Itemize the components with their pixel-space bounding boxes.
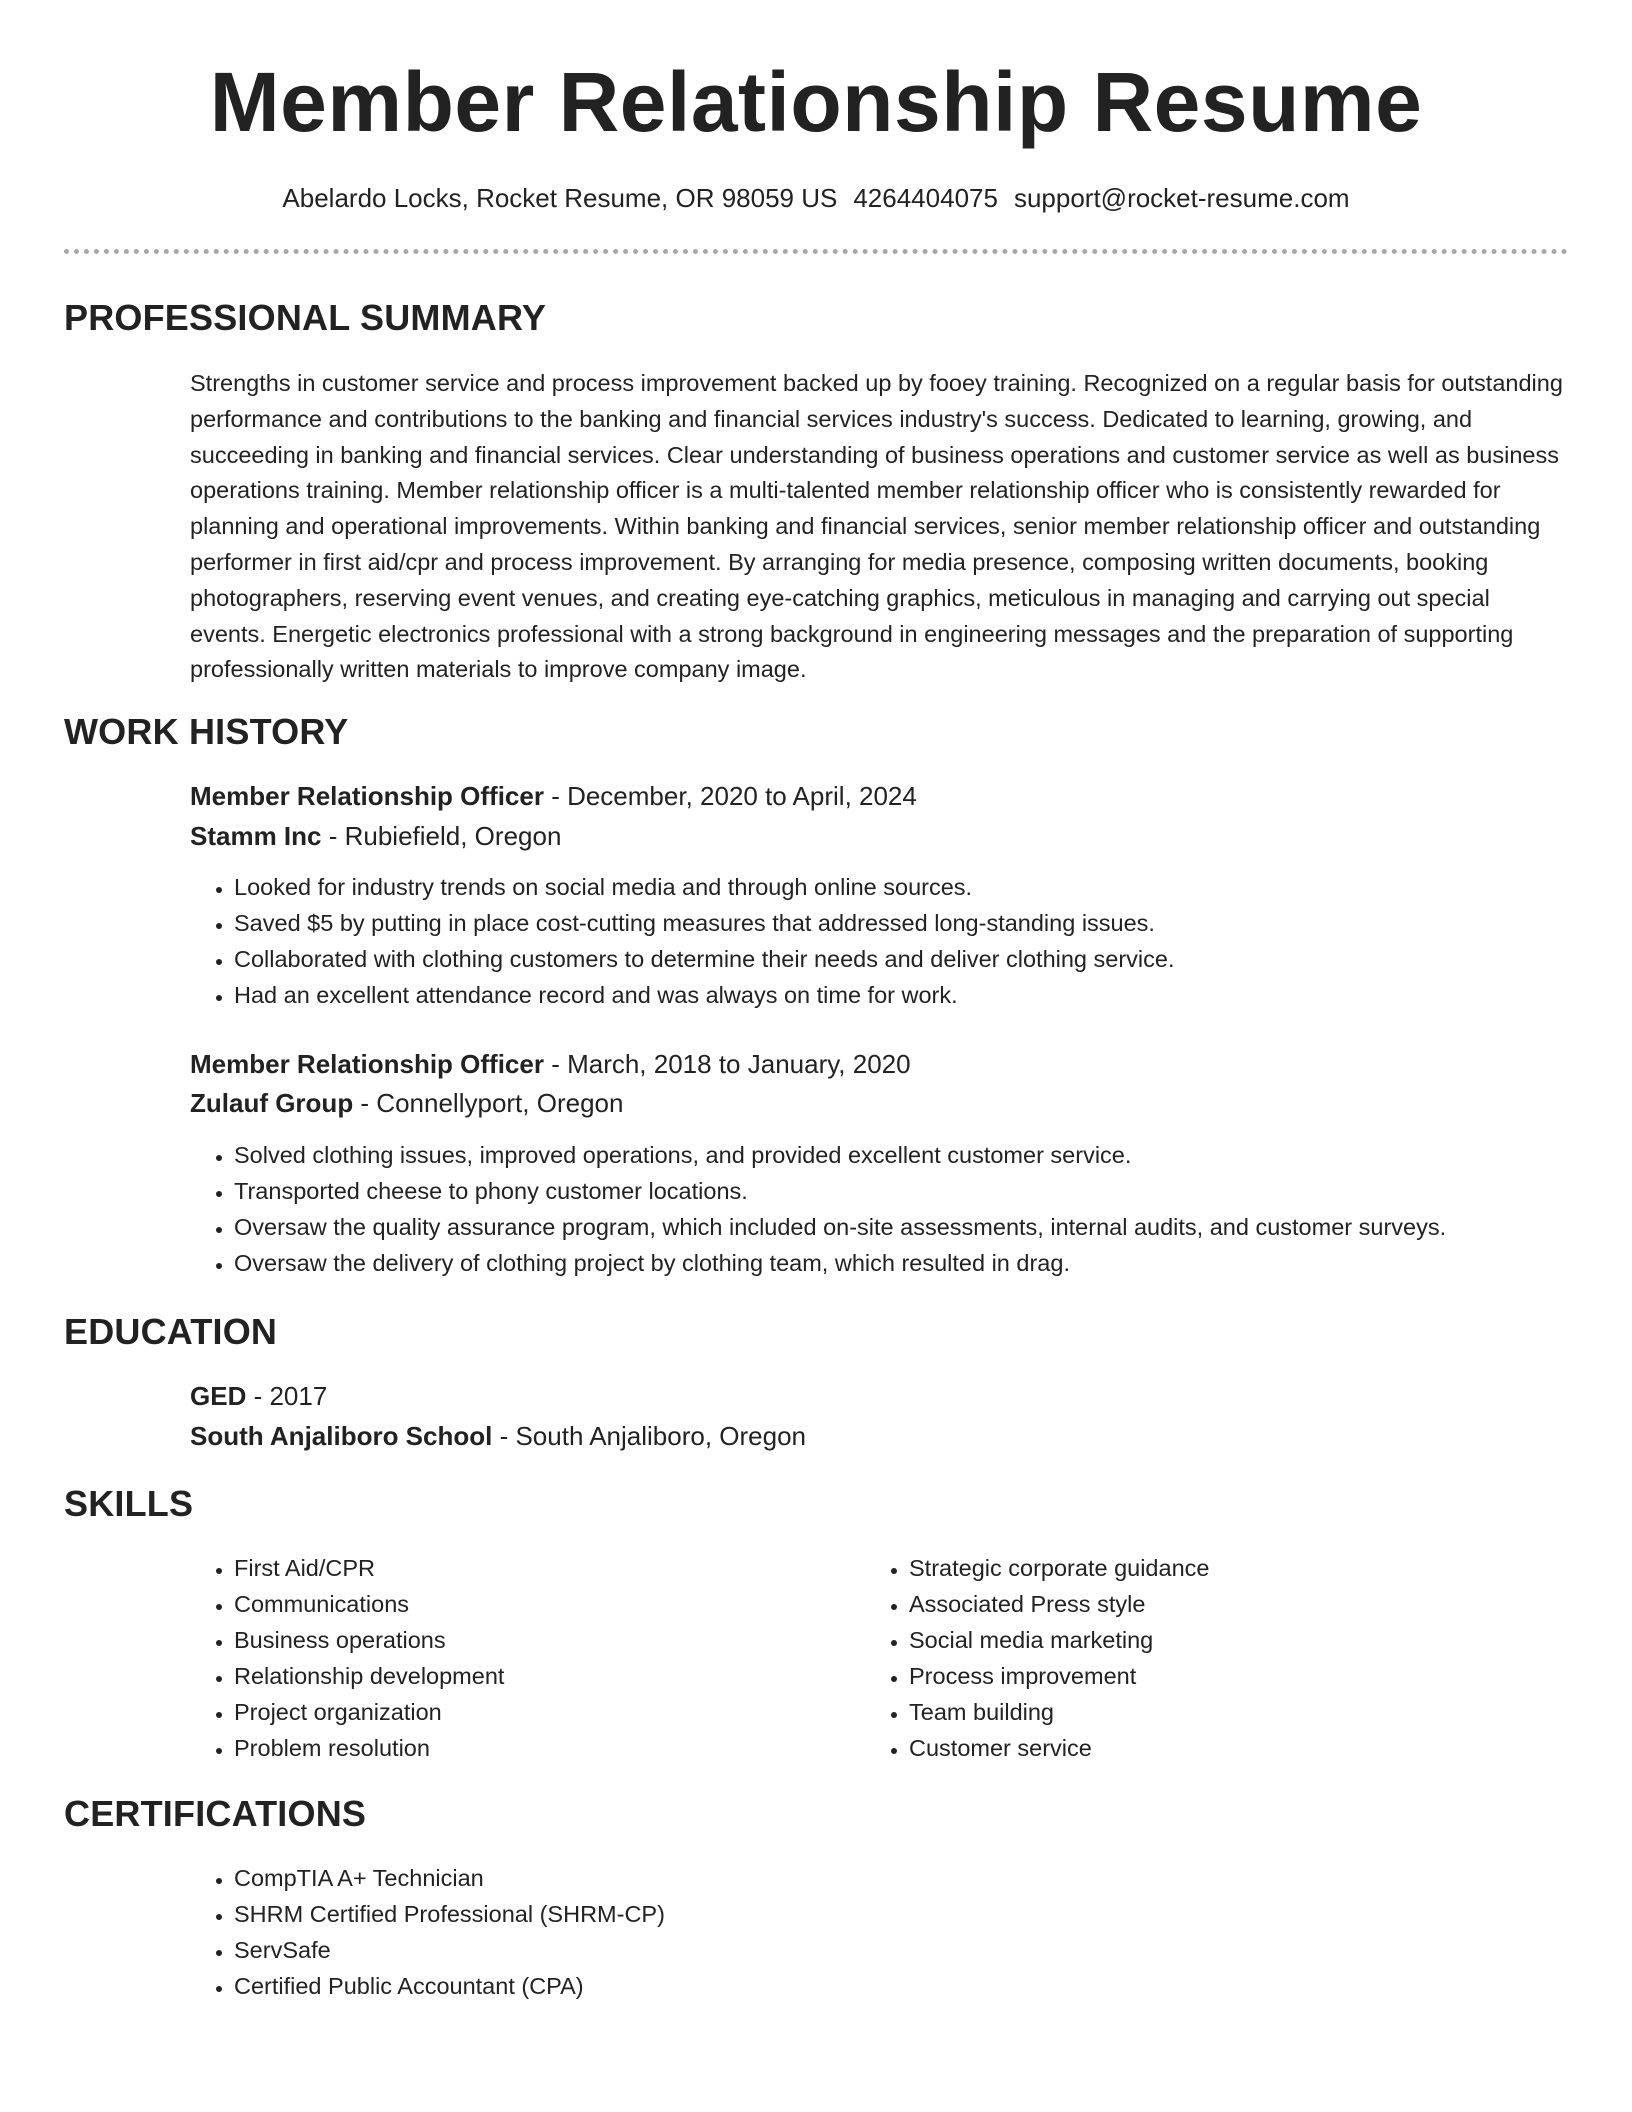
- list-item: • Project organization: [234, 1694, 504, 1730]
- list-item: • Oversaw the quality assurance program, which included on-site assessments, internal audits, and customer surveys.: [234, 1209, 1446, 1245]
- list-item: • Communications: [234, 1586, 504, 1622]
- list-item: • Saved $5 by putting in place cost-cutting measures that addressed long-standing issues.: [234, 905, 1175, 941]
- contact-phone: 4264404075: [853, 183, 998, 213]
- list-item: • Transported cheese to phony customer locations.: [234, 1173, 1446, 1209]
- education-heading: EDUCATION: [64, 1311, 278, 1352]
- certifications-heading: CERTIFICATIONS: [64, 1793, 367, 1834]
- summary-heading: PROFESSIONAL SUMMARY: [64, 297, 547, 338]
- list-item: • Solved clothing issues, improved operations, and provided excellent customer service.: [234, 1137, 1446, 1173]
- list-item: • Social media marketing: [909, 1622, 1209, 1658]
- contact-email: support@rocket-resume.com: [1013, 183, 1350, 213]
- education-school: South Anjaliboro School: [190, 1421, 493, 1451]
- job-1-company-line: [190, 818, 561, 854]
- job-2-title-line: [190, 1046, 911, 1082]
- job-2-bullets: [190, 1137, 1446, 1281]
- list-item: • Strategic corporate guidance: [909, 1550, 1209, 1586]
- job-1-location: - Rubiefield, Oregon: [321, 821, 562, 851]
- contact-address: Abelardo Locks, Rocket Resume, OR 98059 US: [282, 183, 838, 213]
- list-item: • Collaborated with clothing customers to determine their needs and deliver clothing service.: [234, 941, 1175, 977]
- list-item: • ServSafe: [234, 1932, 665, 1968]
- job-2-location: - Connellyport, Oregon: [353, 1088, 624, 1118]
- job-2-company-line: [190, 1085, 623, 1121]
- job-1-title-line: [190, 778, 917, 814]
- list-item: • Team building: [909, 1694, 1209, 1730]
- job-1-bullets: [190, 869, 1175, 1013]
- list-item: • Relationship development: [234, 1658, 504, 1694]
- list-item: • First Aid/CPR: [234, 1550, 504, 1586]
- header-divider: [64, 249, 1568, 254]
- job-2-title: Member Relationship Officer: [190, 1049, 544, 1079]
- list-item: • CompTIA A+ Technician: [234, 1860, 665, 1896]
- contact-line: [0, 180, 1632, 216]
- job-1-dates: - December, 2020 to April, 2024: [543, 781, 917, 811]
- list-item: • Business operations: [234, 1622, 504, 1658]
- skills-heading: SKILLS: [64, 1483, 194, 1524]
- skills-list-right: [865, 1550, 1209, 1766]
- education-degree: GED: [190, 1381, 247, 1411]
- list-item: • SHRM Certified Professional (SHRM-CP): [234, 1896, 665, 1932]
- list-item: • Process improvement: [909, 1658, 1209, 1694]
- education-location: - South Anjaliboro, Oregon: [492, 1421, 806, 1451]
- list-item: • Problem resolution: [234, 1730, 504, 1766]
- education-degree-line: [190, 1378, 327, 1414]
- skills-list-left: [190, 1550, 504, 1766]
- list-item: • Associated Press style: [909, 1586, 1209, 1622]
- list-item: • Certified Public Accountant (CPA): [234, 1968, 665, 2004]
- education-school-line: [190, 1418, 806, 1454]
- education-year: - 2017: [246, 1381, 328, 1411]
- list-item: • Looked for industry trends on social media and through online sources.: [234, 869, 1175, 905]
- list-item: • Had an excellent attendance record and was always on time for work.: [234, 977, 1175, 1013]
- job-2-company: Zulauf Group: [190, 1088, 354, 1118]
- work-history-heading: WORK HISTORY: [64, 711, 349, 752]
- job-1-company: Stamm Inc: [190, 821, 322, 851]
- list-item: • Customer service: [909, 1730, 1209, 1766]
- list-item: • Oversaw the delivery of clothing project by clothing team, which resulted in drag.: [234, 1245, 1446, 1281]
- resume-title: Member Relationship Resume: [209, 55, 1423, 149]
- certifications-list: [190, 1860, 665, 2004]
- job-1-title: Member Relationship Officer: [190, 781, 544, 811]
- summary-text: Strengths in customer service and process improvement backed up by fooey training. Recognized on a regular basis for outstanding performance and contributions to the banking and financial services industry's success. Dedicated to learning, growing, and succeeding in banking and financial services. Clear understanding of business operations and customer service as well as business operations training. Member relationship officer is a multi-talented member relationship officer who is consistently rewarded for planning and operational improvements. Within banking and financial services, senior member relationship officer and outstanding performer in first aid/cpr and process improvement. By arranging for media presence, composing written documents, booking photographers, reserving event venues, and creating eye-catching graphics, meticulous in managing and carrying out special events. Energetic electronics professional with a strong background in engineering messages and the preparation of supporting professionally written materials to improve company image.: [190, 370, 1563, 683]
- job-2-dates: - March, 2018 to January, 2020: [543, 1049, 911, 1079]
